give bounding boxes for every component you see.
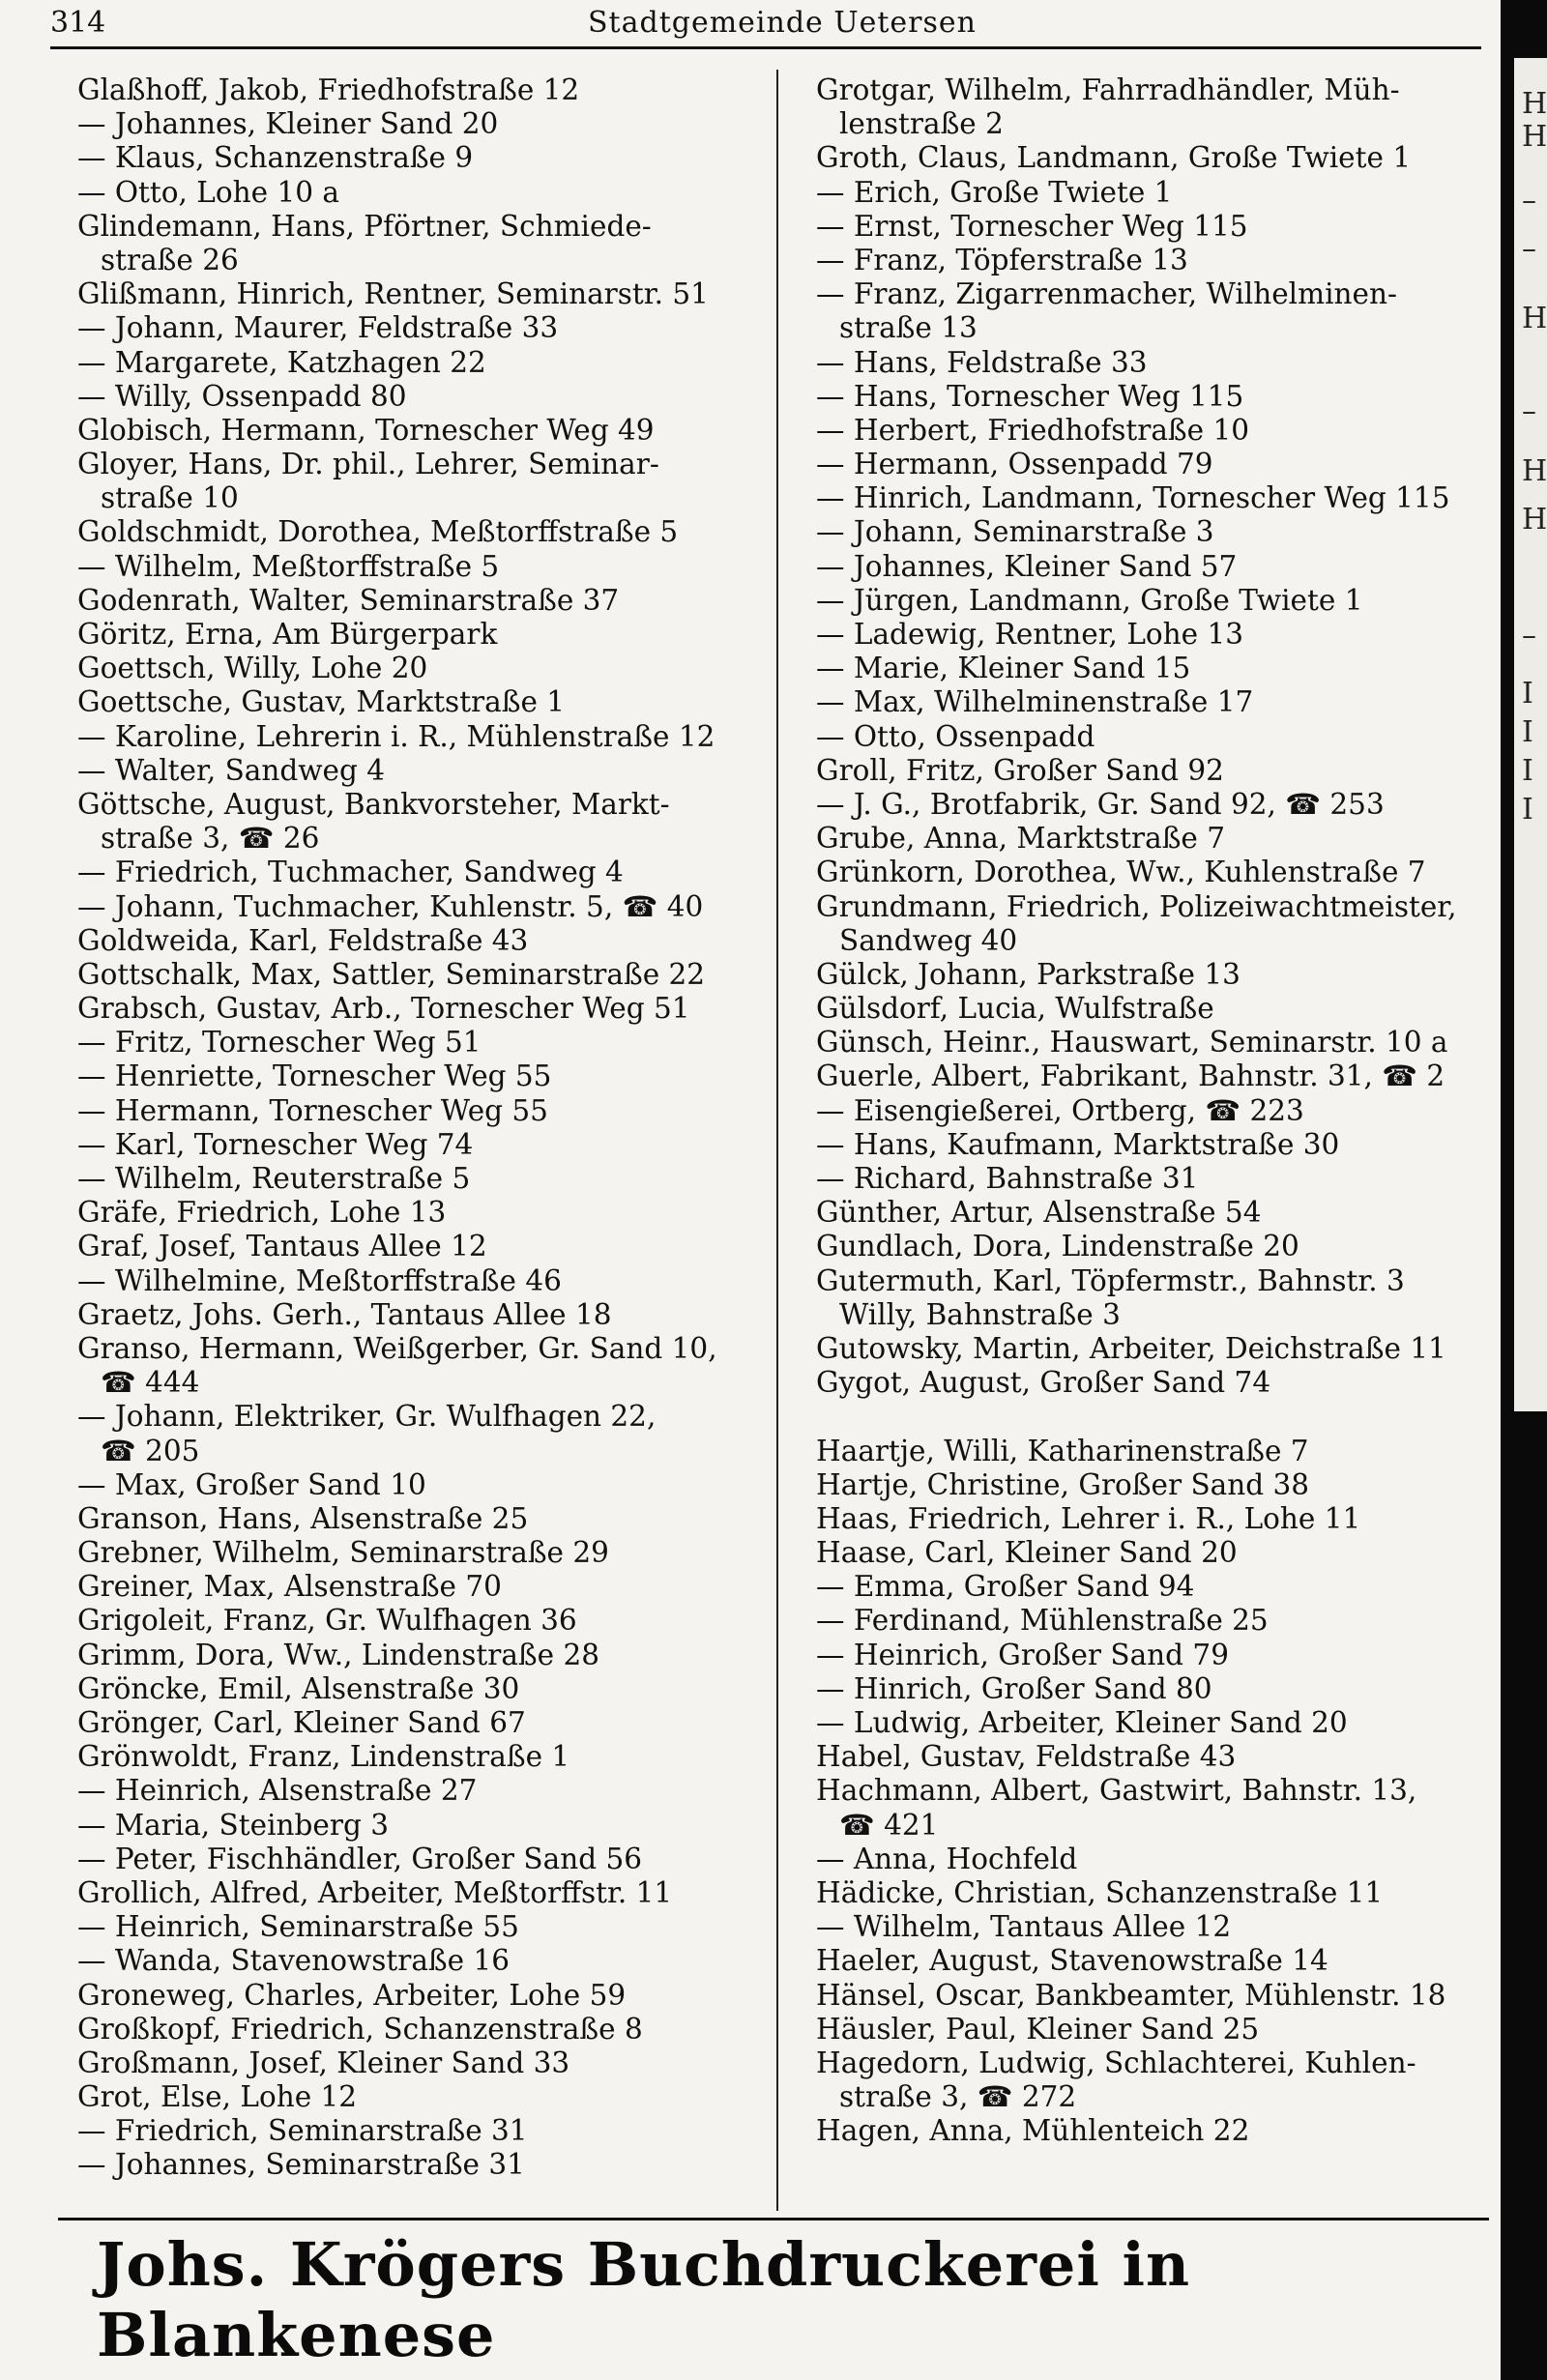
directory-entry: — Wanda, Stavenowstraße 16 [77, 1944, 510, 1978]
directory-entry: Glaßhoff, Jakob, Friedhofstraße 12 [77, 73, 580, 106]
directory-entry: — Hermann, Ossenpadd 79 [816, 448, 1213, 481]
directory-entry: Gygot, August, Großer Sand 74 [816, 1366, 1271, 1400]
edge-fragment-text: – [1522, 232, 1536, 266]
directory-entry: Gutermuth, Karl, Töpfermstr., Bahnstr. 3 [816, 1263, 1405, 1297]
directory-entry: Guerle, Albert, Fabrikant, Bahnstr. 31, ☎ 2 [816, 1059, 1445, 1093]
directory-entry: — Ferdinand, Mühlenstraße 25 [816, 1604, 1269, 1638]
directory-entry-continuation: Sandweg 40 [839, 923, 1018, 957]
directory-entry: — Franz, Zigarrenmacher, Wilhelminen- [816, 277, 1397, 311]
directory-entry: Hänsel, Oscar, Bankbeamter, Mühlenstr. 18 [816, 1978, 1446, 2012]
directory-entry: — Karl, Tornescher Weg 74 [77, 1127, 474, 1161]
directory-entry: — Johann, Tuchmacher, Kuhlenstr. 5, ☎ 40 [77, 889, 704, 923]
directory-entry: Godenrath, Walter, Seminarstraße 37 [77, 583, 620, 617]
directory-entry: Gloyer, Hans, Dr. phil., Lehrer, Seminar- [77, 448, 659, 481]
directory-entry: — Hans, Tornescher Weg 115 [816, 379, 1244, 413]
directory-entry: — Johann, Seminarstraße 3 [816, 515, 1214, 549]
edge-fragment-text: H [1522, 454, 1547, 488]
running-title: Stadtgemeinde Uetersen [588, 6, 977, 40]
directory-entry: — Herbert, Friedhofstraße 10 [816, 413, 1250, 447]
directory-entry: — Otto, Ossenpadd [816, 719, 1095, 753]
directory-entry: Gutowsky, Martin, Arbeiter, Deichstraße 11 [816, 1331, 1446, 1365]
directory-entry: — Henriette, Tornescher Weg 55 [77, 1059, 552, 1093]
directory-entry: — Richard, Bahnstraße 31 [816, 1162, 1199, 1195]
directory-entry: — Johannes, Kleiner Sand 57 [816, 549, 1238, 583]
directory-entry: — Johann, Elektriker, Gr. Wulfhagen 22, [77, 1400, 657, 1434]
edge-fragment-text: H [1522, 87, 1547, 121]
directory-entry: — Franz, Töpferstraße 13 [816, 243, 1188, 276]
directory-entry: — Hans, Kaufmann, Marktstraße 30 [816, 1127, 1340, 1161]
directory-entry: Grimm, Dora, Ww., Lindenstraße 28 [77, 1638, 599, 1671]
directory-entry: Granson, Hans, Alsenstraße 25 [77, 1501, 529, 1535]
directory-entry: — Marie, Kleiner Sand 15 [816, 652, 1191, 685]
right-column [816, 73, 1493, 2148]
directory-entry: Globisch, Hermann, Tornescher Weg 49 [77, 413, 655, 447]
directory-entry: Günsch, Heinr., Hauswart, Seminarstr. 10 a [816, 1026, 1448, 1059]
directory-entry: — Otto, Lohe 10 a [77, 175, 339, 209]
directory-entry: — Johannes, Seminarstraße 31 [77, 2148, 525, 2182]
directory-entry: Gülck, Johann, Parkstraße 13 [816, 957, 1241, 991]
directory-entry: Grönger, Carl, Kleiner Sand 67 [77, 1706, 526, 1739]
directory-entry: — Ladewig, Rentner, Lohe 13 [816, 618, 1244, 651]
edge-fragment-text: – [1522, 394, 1536, 428]
footer-rule [58, 2218, 1489, 2220]
directory-entry: — Ludwig, Arbeiter, Kleiner Sand 20 [816, 1706, 1348, 1739]
directory-entry-continuation: straße 3, ☎ 26 [101, 822, 320, 856]
directory-entry: Groll, Fritz, Großer Sand 92 [816, 753, 1224, 787]
directory-entry: — Klaus, Schanzenstraße 9 [77, 141, 474, 175]
footer-advertisement: Johs. Krögers Buchdruckerei in Blankenese [97, 2229, 1191, 2370]
directory-entry: Goldschmidt, Dorothea, Meßtorffstraße 5 [77, 515, 679, 549]
directory-entry: — Hans, Feldstraße 33 [816, 345, 1148, 379]
directory-entry: Grönwoldt, Franz, Lindenstraße 1 [77, 1740, 570, 1774]
header-rule [50, 46, 1481, 49]
directory-entry: Grube, Anna, Marktstraße 7 [816, 822, 1226, 856]
directory-entry: — Johann, Maurer, Feldstraße 33 [77, 311, 559, 345]
directory-entry: — Karoline, Lehrerin i. R., Mühlenstraße 12 [77, 719, 715, 753]
directory-entry: Häusler, Paul, Kleiner Sand 25 [816, 2012, 1260, 2046]
directory-entry: Groneweg, Charles, Arbeiter, Lohe 59 [77, 1978, 627, 2012]
directory-entry: Großkopf, Friedrich, Schanzenstraße 8 [77, 2012, 643, 2046]
directory-entry: — Max, Großer Sand 10 [77, 1467, 426, 1501]
directory-entry: Grundmann, Friedrich, Polizeiwachtmeister, [816, 889, 1457, 923]
directory-entry: Glindemann, Hans, Pförtner, Schmiede- [77, 209, 652, 243]
left-column [77, 73, 766, 2183]
directory-entry: — Hinrich, Landmann, Tornescher Weg 115 [816, 481, 1450, 515]
edge-fragment-text: H [1522, 120, 1547, 154]
directory-entry: — Ernst, Tornescher Weg 115 [816, 209, 1248, 243]
directory-entry: Grot, Else, Lohe 12 [77, 2080, 358, 2114]
directory-entry: Grotgar, Wilhelm, Fahrradhändler, Müh- [816, 73, 1400, 106]
directory-entry: — Hermann, Tornescher Weg 55 [77, 1093, 548, 1127]
directory-entry-continuation: ☎ 444 [101, 1366, 200, 1400]
directory-entry: Hagen, Anna, Mühlenteich 22 [816, 2114, 1250, 2148]
directory-entry: — Walter, Sandweg 4 [77, 753, 386, 787]
directory-entry: Hagedorn, Ludwig, Schlachterei, Kuhlen- [816, 2046, 1416, 2079]
directory-entry-continuation: straße 3, ☎ 272 [839, 2080, 1077, 2114]
directory-entry: — J. G., Brotfabrik, Gr. Sand 92, ☎ 253 [816, 787, 1385, 821]
directory-entry: Gundlach, Dora, Lindenstraße 20 [816, 1230, 1299, 1263]
edge-fragment-text: I [1522, 677, 1533, 711]
directory-entry: Hädicke, Christian, Schanzenstraße 11 [816, 1875, 1384, 1909]
edge-fragment-text: I [1522, 793, 1533, 827]
directory-entry-continuation: Willy, Bahnstraße 3 [839, 1297, 1121, 1331]
directory-entry: — Erich, Große Twiete 1 [816, 175, 1173, 209]
edge-fragment-text: H [1522, 302, 1547, 335]
page-number: 314 [50, 6, 106, 40]
directory-entry: — Willy, Ossenpadd 80 [77, 379, 407, 413]
directory-entry: Glißmann, Hinrich, Rentner, Seminarstr. 51 [77, 277, 709, 311]
directory-entry: Hachmann, Albert, Gastwirt, Bahnstr. 13, [816, 1774, 1417, 1808]
directory-entry: Granso, Hermann, Weißgerber, Gr. Sand 10, [77, 1331, 717, 1365]
directory-entry: Graf, Josef, Tantaus Allee 12 [77, 1230, 487, 1263]
directory-entry: Günther, Artur, Alsenstraße 54 [816, 1196, 1262, 1230]
directory-entry: Grebner, Wilhelm, Seminarstraße 29 [77, 1536, 609, 1570]
directory-entry: Gottschalk, Max, Sattler, Seminarstraße 22 [77, 957, 706, 991]
directory-entry: Großmann, Josef, Kleiner Sand 33 [77, 2046, 570, 2079]
directory-entry: — Max, Wilhelminenstraße 17 [816, 685, 1254, 719]
directory-entry: Greiner, Max, Alsenstraße 70 [77, 1570, 502, 1604]
directory-entry: Gräfe, Friedrich, Lohe 13 [77, 1196, 447, 1230]
directory-entry-continuation: straße 10 [101, 481, 239, 515]
directory-entry: Gülsdorf, Lucia, Wulfstraße [816, 992, 1214, 1026]
directory-entry-continuation: ☎ 421 [839, 1808, 939, 1842]
directory-entry: — Peter, Fischhändler, Großer Sand 56 [77, 1842, 642, 1875]
section-gap [816, 1400, 1493, 1434]
directory-entry-continuation: lenstraße 2 [839, 107, 1004, 141]
directory-entry: — Friedrich, Tuchmacher, Sandweg 4 [77, 856, 624, 889]
page-header [50, 6, 1481, 44]
edge-fragment-text: I [1522, 754, 1533, 788]
directory-entry: Haeler, August, Stavenowstraße 14 [816, 1944, 1328, 1978]
directory-entry: — Jürgen, Landmann, Große Twiete 1 [816, 583, 1363, 617]
directory-entry: Gröncke, Emil, Alsenstraße 30 [77, 1671, 520, 1705]
directory-entry: Haase, Carl, Kleiner Sand 20 [816, 1536, 1238, 1570]
edge-fragment-text: – [1522, 619, 1536, 653]
directory-entry: — Heinrich, Großer Sand 79 [816, 1638, 1229, 1671]
edge-fragment-text: H [1522, 503, 1547, 537]
directory-entry: Hartje, Christine, Großer Sand 38 [816, 1467, 1310, 1501]
edge-fragment-text: I [1522, 715, 1533, 749]
directory-entry: — Wilhelmine, Meßtorffstraße 46 [77, 1263, 562, 1297]
directory-entry-continuation: straße 13 [839, 311, 978, 345]
directory-entry: Goettsch, Willy, Lohe 20 [77, 652, 428, 685]
directory-entry: — Friedrich, Seminarstraße 31 [77, 2114, 528, 2148]
directory-entry: Göritz, Erna, Am Bürgerpark [77, 618, 498, 651]
directory-entry: — Heinrich, Seminarstraße 55 [77, 1910, 519, 1944]
directory-entry: — Heinrich, Alsenstraße 27 [77, 1774, 478, 1808]
directory-entry: Grünkorn, Dorothea, Ww., Kuhlenstraße 7 [816, 856, 1426, 889]
directory-entry-continuation: straße 26 [101, 243, 239, 276]
directory-entry: Graetz, Johs. Gerh., Tantaus Allee 18 [77, 1297, 612, 1331]
directory-entry: Groth, Claus, Landmann, Große Twiete 1 [816, 141, 1412, 175]
directory-entry: — Wilhelm, Reuterstraße 5 [77, 1162, 471, 1195]
directory-entry: Haartje, Willi, Katharinenstraße 7 [816, 1434, 1309, 1467]
directory-entry: Goldweida, Karl, Feldstraße 43 [77, 923, 529, 957]
directory-entry: Haas, Friedrich, Lehrer i. R., Lohe 11 [816, 1501, 1361, 1535]
adjacent-page-fragment [1514, 58, 1547, 1411]
directory-entry-continuation: ☎ 205 [101, 1434, 200, 1467]
edge-fragment-text: – [1522, 184, 1536, 218]
directory-entry: Göttsche, August, Bankvorsteher, Markt- [77, 787, 670, 821]
directory-entry: — Margarete, Katzhagen 22 [77, 345, 486, 379]
directory-entry: Habel, Gustav, Feldstraße 43 [816, 1740, 1237, 1774]
directory-entry: — Emma, Großer Sand 94 [816, 1570, 1195, 1604]
directory-entry: Grollich, Alfred, Arbeiter, Meßtorffstr. 11 [77, 1875, 673, 1909]
directory-entry: — Wilhelm, Meßtorffstraße 5 [77, 549, 500, 583]
directory-entry: — Maria, Steinberg 3 [77, 1808, 389, 1842]
directory-entry: — Eisengießerei, Ortberg, ☎ 223 [816, 1093, 1304, 1127]
column-divider [776, 70, 778, 2211]
directory-entry: — Anna, Hochfeld [816, 1842, 1078, 1875]
directory-entry: Grigoleit, Franz, Gr. Wulfhagen 36 [77, 1604, 577, 1638]
directory-entry: Goettsche, Gustav, Marktstraße 1 [77, 685, 566, 719]
directory-entry: Grabsch, Gustav, Arb., Tornescher Weg 51 [77, 992, 690, 1026]
directory-entry: — Hinrich, Großer Sand 80 [816, 1671, 1212, 1705]
directory-entry: — Wilhelm, Tantaus Allee 12 [816, 1910, 1232, 1944]
directory-entry: — Johannes, Kleiner Sand 20 [77, 107, 499, 141]
directory-entry: — Fritz, Tornescher Weg 51 [77, 1026, 482, 1059]
